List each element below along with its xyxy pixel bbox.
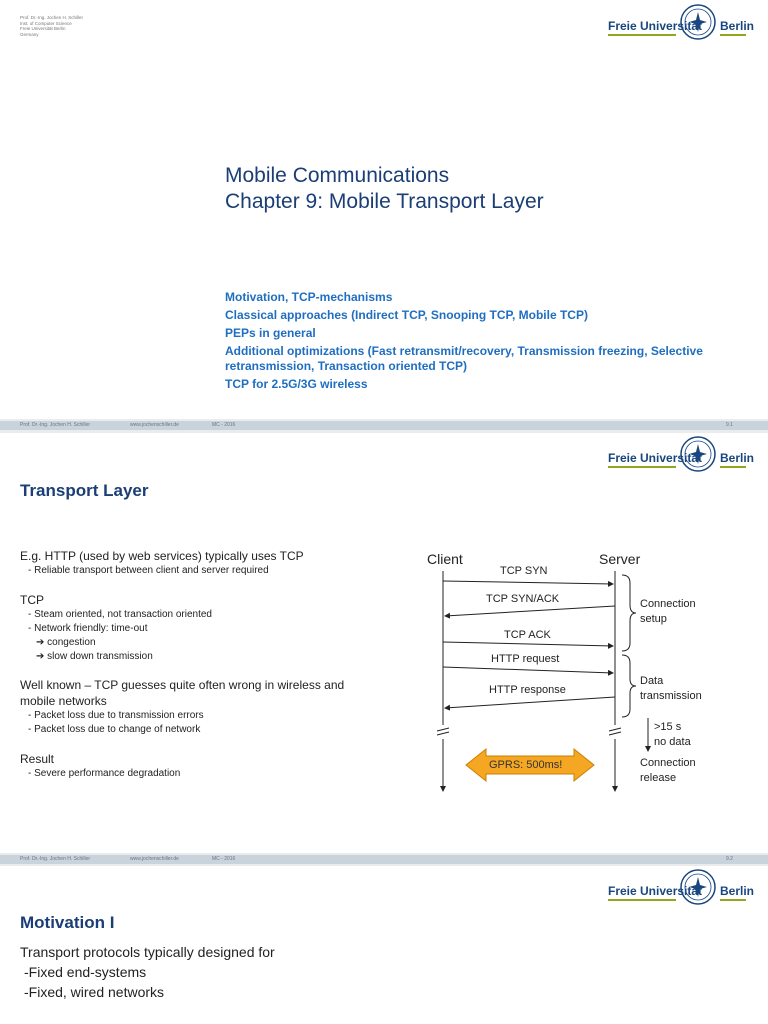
slide-3 — [0, 866, 768, 1024]
slide-title-line2: Chapter 9: Mobile Transport Layer — [225, 190, 544, 213]
topic-item: PEPs in general — [225, 326, 316, 340]
logo-word-right: Berlin — [720, 19, 755, 33]
university-logo — [608, 869, 755, 905]
sub-bullet: - Network friendly: time-out — [28, 623, 148, 634]
sub-bullet: -Fixed end-systems — [24, 964, 147, 980]
bullet: E.g. HTTP (used by web services) typically uses TCP — [20, 549, 304, 563]
sub-sub-bullet: ➔ congestion — [36, 637, 96, 648]
setup-label-1: Connection — [640, 598, 696, 610]
no-data-label-1: >15 s — [654, 721, 682, 733]
msg-http-request-arrow — [443, 667, 613, 673]
logo-word-left: Freie Universität — [608, 19, 703, 33]
topic-item: Classical approaches (Indirect TCP, Snooping TCP, Mobile TCP) — [225, 308, 588, 322]
slide-title: Transport Layer — [20, 481, 149, 500]
slide-2 — [0, 433, 768, 853]
data-label-1: Data — [640, 675, 664, 687]
slide-1 — [0, 0, 768, 419]
sub-bullet: - Packet loss due to change of network — [28, 724, 201, 735]
bullet: TCP — [20, 593, 44, 607]
slide-footer — [0, 855, 768, 864]
sub-bullet: - Reliable transport between client and server required — [28, 565, 269, 576]
msg-tcp-syn: TCP SYN — [500, 565, 548, 577]
topic-item: Motivation, TCP-mechanisms — [225, 290, 393, 304]
logo-word-left: Freie Universität — [608, 884, 703, 898]
msg-tcp-ack-arrow — [443, 642, 613, 646]
sub-bullet: - Packet loss due to transmission errors — [28, 710, 204, 721]
msg-tcp-synack-arrow — [445, 606, 615, 616]
gprs-label: GPRS: 500ms! — [489, 759, 563, 771]
msg-tcp-synack: TCP SYN/ACK — [486, 593, 560, 605]
footer-page: 9.2 — [726, 856, 733, 862]
setup-brace — [622, 575, 636, 651]
slide-title: Motivation I — [20, 913, 115, 932]
author-block — [20, 15, 83, 37]
topic-item: Additional optimizations (Fast retransmit/recovery, Transmission freezing, Selective retransmission, Transaction oriented TCP) — [225, 344, 703, 373]
release-label-2: release — [640, 772, 677, 784]
footer-url: www.jochenschiller.de — [130, 422, 179, 428]
slide-footer — [0, 421, 768, 430]
footer-course: MC - 2016 — [212, 856, 236, 862]
msg-http-response-arrow — [445, 697, 615, 708]
seal-icon — [680, 869, 716, 905]
author-line: Germany — [20, 31, 39, 37]
footer-page: 9.1 — [726, 422, 733, 428]
sub-bullet: - Severe performance degradation — [28, 768, 181, 779]
author-line: Prof. Dr.-Ing. Jochen H. Schiller — [20, 15, 84, 20]
setup-label-2: setup — [640, 613, 667, 625]
release-label-1: Connection — [640, 757, 696, 769]
footer-url: www.jochenschiller.de — [130, 856, 179, 862]
msg-tcp-ack: TCP ACK — [504, 629, 551, 641]
footer-author: Prof. Dr.-Ing. Jochen H. Schiller — [20, 422, 91, 428]
data-brace — [622, 655, 636, 717]
bullet-list — [20, 942, 275, 1002]
msg-tcp-syn-arrow — [443, 581, 613, 584]
sub-sub-bullet: ➔ slow down transmission — [36, 650, 153, 662]
bullet: Result — [20, 752, 55, 766]
university-logo — [608, 4, 755, 40]
author-line: Freie Universität Berlin — [20, 26, 66, 31]
client-label: Client — [427, 551, 463, 567]
bullet: Transport protocols typically designed for — [20, 944, 275, 960]
no-data-label-2: no data — [654, 736, 691, 748]
seal-icon — [680, 4, 716, 40]
slide-title-line1: Mobile Communications — [225, 164, 450, 187]
logo-word-right: Berlin — [720, 451, 755, 465]
data-label-2: transmission — [640, 690, 702, 702]
server-break — [609, 728, 621, 735]
logo-word-left: Freie Universität — [608, 451, 703, 465]
topic-item: TCP for 2.5G/3G wireless — [225, 377, 368, 391]
sub-bullet: -Fixed, wired networks — [24, 984, 165, 1000]
footer-author: Prof. Dr.-Ing. Jochen H. Schiller — [20, 856, 91, 862]
author-line: Inst. of Computer Science — [20, 20, 72, 26]
sequence-diagram — [0, 433, 768, 853]
footer-course: MC - 2016 — [212, 422, 236, 428]
msg-http-response: HTTP response — [489, 684, 566, 696]
bullet: Well known – TCP guesses quite often wrong in wireless and mobile networks — [20, 678, 345, 708]
logo-word-right: Berlin — [720, 884, 755, 898]
msg-http-request: HTTP request — [491, 653, 560, 665]
sub-bullet: - Steam oriented, not transaction oriented — [28, 609, 212, 620]
topic-list — [225, 290, 725, 395]
server-label: Server — [599, 551, 641, 567]
client-break — [437, 728, 449, 735]
